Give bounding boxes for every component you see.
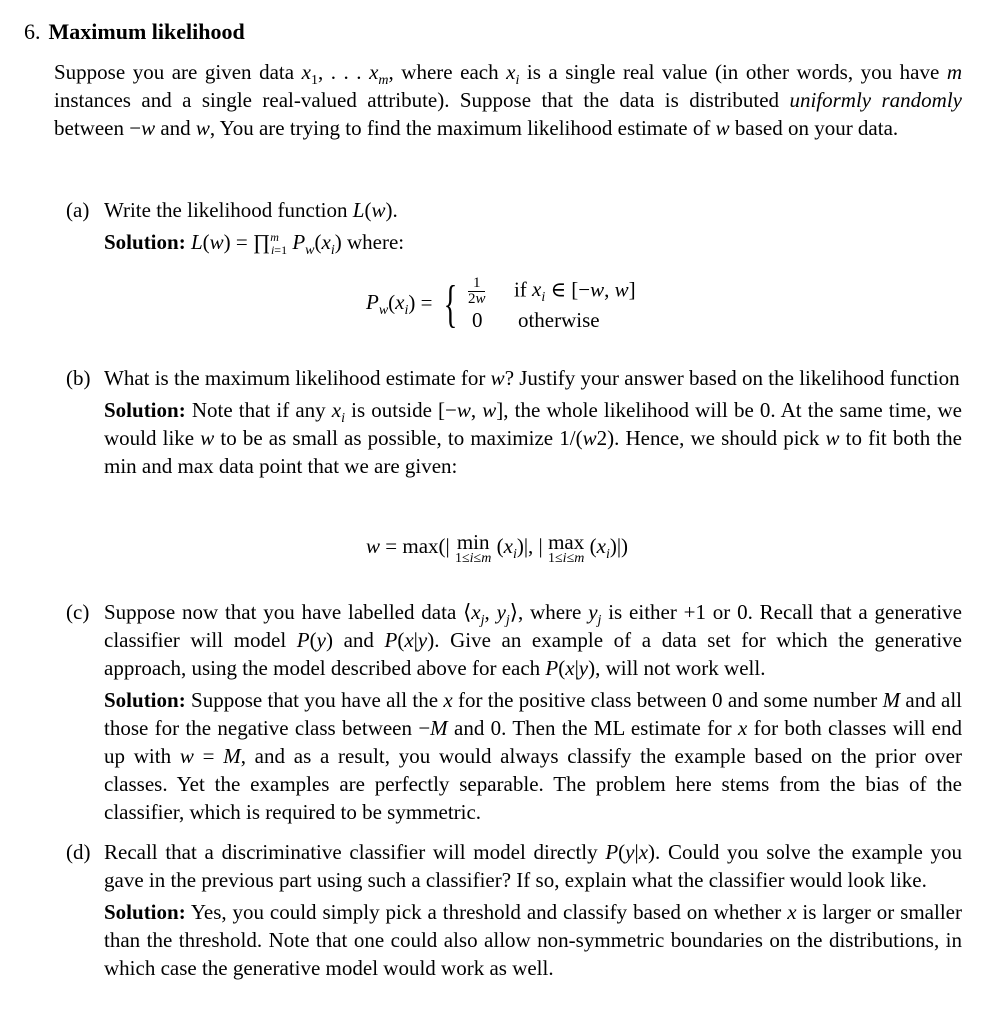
problem-number: 6.	[24, 19, 41, 44]
part-c-label: (c)	[66, 600, 90, 624]
part-b-question: What is the maximum likelihood estimate for w? Justify your answer based on the likelihood function	[104, 366, 960, 390]
problem-intro: Suppose you are given data $x_1$, . . . $x_m$, where each $x_i$ is a single real value (in other words, you have m instances and a single real-valued attribute). Suppose that the data is distributed uniformly randomly between −w and w, You are trying to find the maximum likelihood estimate of w based on your data.	[54, 60, 962, 140]
part-b-solution: Solution: Note that if any $x_i$ is outside [−w, w], the whole likelihood will be 0. At the same time, we would like w to be as small as possible, to maximize 1/(w2). Hence, we should pick w to fit both the min and max data point that we are given:	[104, 398, 962, 478]
emphasis-uniformly: uniformly randomly	[789, 88, 962, 112]
part-d-label: (d)	[66, 840, 91, 864]
part-b-label: (b)	[66, 366, 91, 390]
part-a	[66, 196, 962, 259]
part-b	[66, 364, 962, 480]
mle-equation: w = max(| min 1≤i≤m $(x_i)|$, | max 1≤i≤m $(x_i)|$)	[366, 530, 629, 566]
part-c-solution: Solution: Suppose that you have all the x for the positive class between 0 and some number M and all those for the negative class between −M and 0. Then the ML estimate for x for both classes will end up with w = M, and as a result, you would always classify the example based on the prior over classes. Yet the examples are perfectly separable. The problem here stems from the bias of the classifier, which is required to be symmetric.	[104, 688, 963, 824]
part-a-label: (a)	[66, 198, 90, 222]
piecewise-equation: $P_w(x_i)$ = { $\frac{1}{2w}$ if $x_i$ ∈ [−w, w] 0 otherwise	[366, 275, 636, 333]
part-c	[66, 598, 962, 826]
problem-heading	[24, 18, 245, 46]
part-a-solution: Solution: L(w) = ∏$^m_{i=1}$ $P_w(x_i)$ where:	[104, 230, 405, 259]
part-d	[66, 838, 962, 982]
part-c-question: Suppose now that you have labelled data $⟨x_j$, $y_j⟩$, where $y_j$ is either +1 or 0. Recall that a generative classifier will model P(y) and P(x|y). Give an example of a data set for which the generative approach, using the model described above for each P(x|y), will not work well.	[104, 600, 962, 680]
part-d-solution: Solution: Yes, you could simply pick a threshold and classify based on whether x is larger or smaller than the threshold. Note that one could also allow non-symmetric boundaries on the distributions, in which case the generative model would work as well.	[104, 900, 962, 980]
problem-title: Maximum likelihood	[48, 19, 245, 44]
part-a-question: Write the likelihood function L(w).	[104, 198, 398, 222]
part-d-question: Recall that a discriminative classifier will model directly P(y|x). Could you solve the example you gave in the previous part using such a classifier? If so, explain what the classifier would look like.	[104, 840, 962, 892]
